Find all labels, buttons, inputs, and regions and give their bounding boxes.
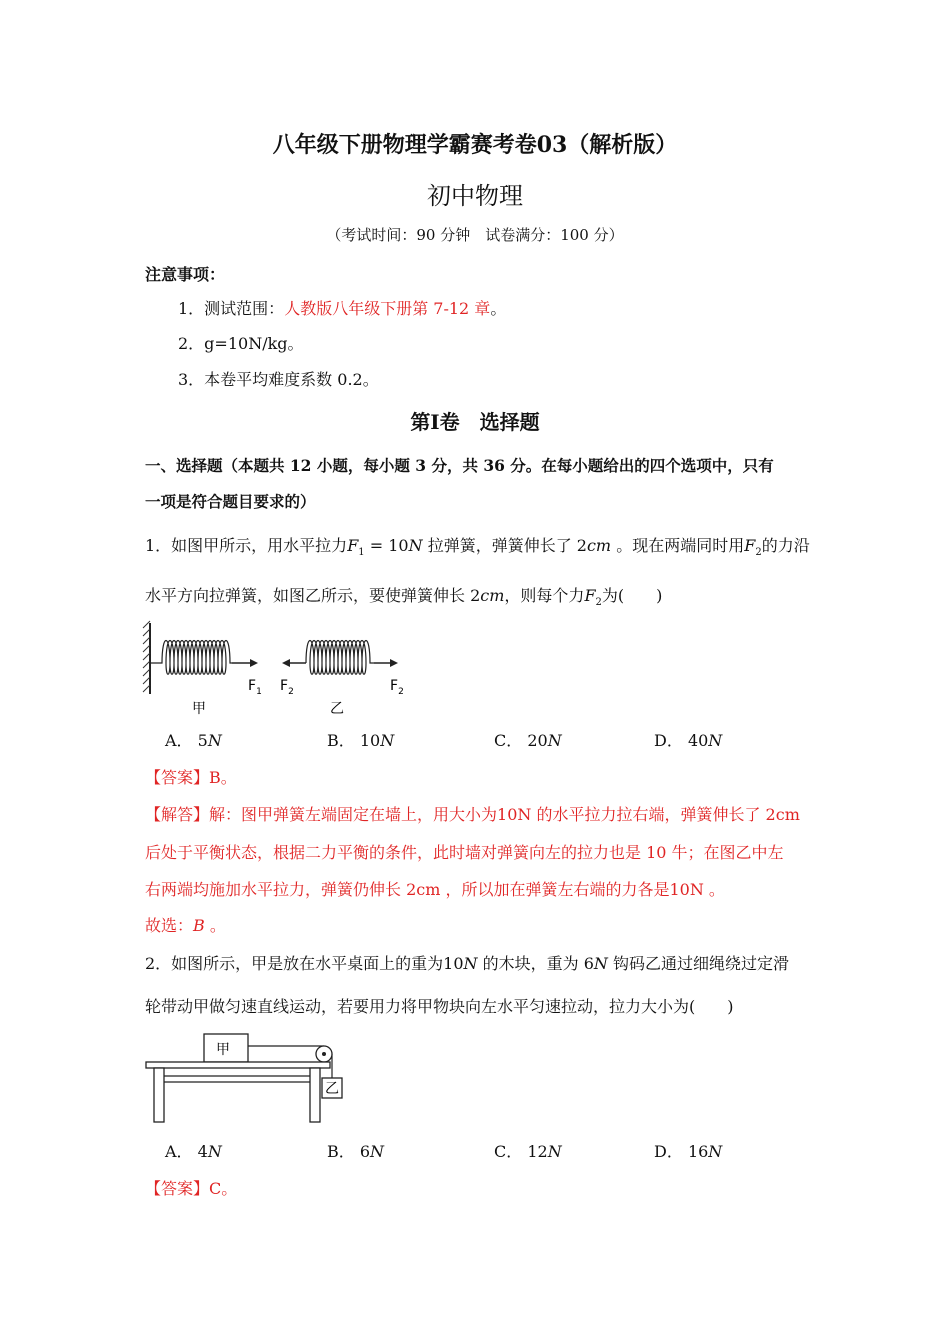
label-f1: $F_1$ [248, 678, 262, 697]
q1-f1-sub: 1 [358, 547, 365, 559]
q2-option-b-num: 6 [359, 1142, 371, 1161]
part1-heading: 第Ⅰ卷 选择题 [410, 410, 540, 434]
q1-explain-line-3: 右两端均施加水平拉力，弹簧仍伸长 2cm ，所以加在弹簧左右端的力各是10N 。 [145, 880, 725, 899]
note-item-1-suffix: 。 [490, 299, 507, 318]
note-item-2: 2．g=10N/kg。 [178, 334, 304, 353]
q2-answer [145, 1176, 237, 1199]
q1-choose [145, 913, 226, 936]
q1-text-d: 。现在两端同时用 [611, 536, 745, 555]
q1-text-g: ，则每个力 [504, 586, 585, 605]
q2-answer-value: C。 [209, 1179, 238, 1198]
page-title: 八年级下册物理学霸赛考卷03（解析版） [272, 132, 678, 158]
q1-option-c-unit: N [547, 731, 562, 750]
q1-choose-end: 。 [204, 916, 226, 935]
q2-unit-n-1: N [463, 954, 478, 973]
q1-option-a-num: 5 [197, 731, 208, 750]
q1-explain-tag: 【解答】 [145, 805, 210, 824]
q1-answer-tag: 【答案】 [145, 768, 210, 787]
q1-option-d-num: 40 [687, 731, 709, 750]
q1-f2-sub-2: 2 [595, 597, 602, 609]
note-item-3: 3．本卷平均难度系数 0.2。 [178, 370, 379, 389]
table-leg-right [310, 1068, 320, 1122]
q1-option-a-label: A． [165, 731, 193, 750]
q2-option-b[interactable] [327, 1139, 384, 1162]
q2-option-d[interactable] [654, 1139, 722, 1162]
q1-line-1 [145, 533, 810, 558]
q1-option-c-num: 20 [527, 731, 548, 750]
q1-text-c: 拉弹簧，弹簧伸长了 2 [422, 536, 587, 555]
table-leg-left [154, 1068, 164, 1122]
table-top [146, 1062, 330, 1068]
arrow-f2-left-head [282, 659, 290, 667]
q1-option-b-label: B． [327, 731, 355, 750]
q1-option-d-unit: N [708, 731, 723, 750]
note-item-1-highlight: 人教版八年级下册第 7-12 章 [284, 299, 491, 318]
q1-choose-value: B [193, 916, 205, 935]
q1-line-2 [145, 583, 662, 608]
q2-option-c-label: C． [494, 1142, 523, 1161]
q1-unit-n: N [408, 536, 423, 555]
q1-option-a-unit: N [207, 731, 222, 750]
q1-f2-sub: 2 [755, 547, 762, 559]
q1-f2: F [744, 536, 756, 555]
q1-option-a[interactable] [165, 728, 222, 751]
q1-option-c-label: C． [494, 731, 523, 750]
section-line-2: 一项是符合题目要求的） [145, 492, 316, 511]
q2-option-c-unit: N [547, 1142, 562, 1161]
q1-option-b-num: 10 [359, 731, 381, 750]
q2-option-a-num: 4 [197, 1142, 208, 1161]
q2-answer-tag: 【答案】 [145, 1179, 210, 1198]
q1-explain-text-1: 解：图甲弹簧左端固定在墙上，用大小为10N 的水平拉力拉右端，弹簧伸长了 2cm [209, 805, 800, 824]
q1-text-b: = 10 [364, 536, 409, 555]
q2-line-1 [145, 951, 789, 974]
page-subtitle: 初中物理 [427, 182, 523, 210]
q2-option-d-num: 16 [687, 1142, 709, 1161]
q1-text-a: 1．如图甲所示，用水平拉力 [145, 536, 348, 555]
label-yi: 乙 [330, 701, 344, 717]
q1-f2-2: F [584, 586, 596, 605]
wall-hatch [143, 621, 150, 692]
q2-option-c-num: 12 [527, 1142, 548, 1161]
q2-option-a[interactable] [165, 1139, 222, 1162]
q2-pulley-figure [140, 1026, 360, 1126]
q2-option-d-label: D． [654, 1142, 683, 1161]
q1-text-f: 水平方向拉弹簧，如图乙所示，要使弹簧伸长 2 [145, 586, 481, 605]
q1-spring-figure [140, 618, 420, 720]
arrow-f1-head [250, 659, 258, 667]
label-jia: 甲 [192, 701, 206, 717]
q1-explain-line-1 [145, 802, 800, 825]
q1-option-c[interactable] [494, 728, 562, 751]
spring-1 [150, 641, 232, 675]
q1-choose-label: 故选： [145, 916, 194, 935]
arrow-f2-right-head [390, 659, 398, 667]
q1-f1: F [347, 536, 359, 555]
q1-option-b[interactable] [327, 728, 394, 751]
q1-option-d[interactable] [654, 728, 722, 751]
q1-unit-cm: cm [586, 536, 612, 555]
q2-option-b-unit: N [370, 1142, 385, 1161]
q2-option-d-unit: N [708, 1142, 723, 1161]
q2-option-a-unit: N [207, 1142, 222, 1161]
q2-option-b-label: B． [327, 1142, 355, 1161]
q2-line-2: 轮带动甲做匀速直线运动，若要用力将甲物块向左水平匀速拉动，拉力大小为( ) [145, 997, 734, 1016]
q2-text-b: 的木块，重为 6 [477, 954, 594, 973]
label-f2-right: $F_2$ [390, 678, 404, 697]
q1-unit-cm-2: cm [480, 586, 505, 605]
q1-answer-value: B。 [209, 768, 237, 787]
pulley-axle [322, 1052, 326, 1056]
q1-explain-line-2: 后处于平衡状态，根据二力平衡的条件，此时墙对弹簧向左的拉力也是 10 牛；在图乙中左 [145, 843, 784, 862]
section-line-1: 一、选择题（本题共 12 小题，每小题 3 分，共 36 分。在每小题给出的四个选项中，只有 [145, 456, 774, 475]
q1-text-h: 为( ) [601, 586, 663, 605]
spring-2 [306, 641, 374, 675]
q2-unit-n-2: N [593, 954, 608, 973]
q2-option-c[interactable] [494, 1139, 562, 1162]
q2-text-a: 2．如图所示，甲是放在水平桌面上的重为10 [145, 954, 464, 973]
note-item-1-prefix: 1．测试范围： [178, 299, 285, 318]
weight-yi-label: 乙 [325, 1081, 339, 1097]
q2-option-a-label: A． [165, 1142, 193, 1161]
q2-text-c: 钩码乙通过细绳绕过定滑 [607, 954, 789, 973]
label-f2-left: $F_2$ [280, 678, 294, 697]
q1-option-b-unit: N [380, 731, 395, 750]
q1-text-e: 的力沿 [761, 536, 810, 555]
notes-heading: 注意事项： [145, 265, 226, 284]
exam-info: （考试时间：90 分钟 试卷满分：100 分） [326, 226, 624, 244]
note-item-1 [178, 296, 506, 319]
q1-option-d-label: D． [654, 731, 683, 750]
q1-answer [145, 765, 237, 788]
block-jia-label: 甲 [216, 1042, 230, 1058]
